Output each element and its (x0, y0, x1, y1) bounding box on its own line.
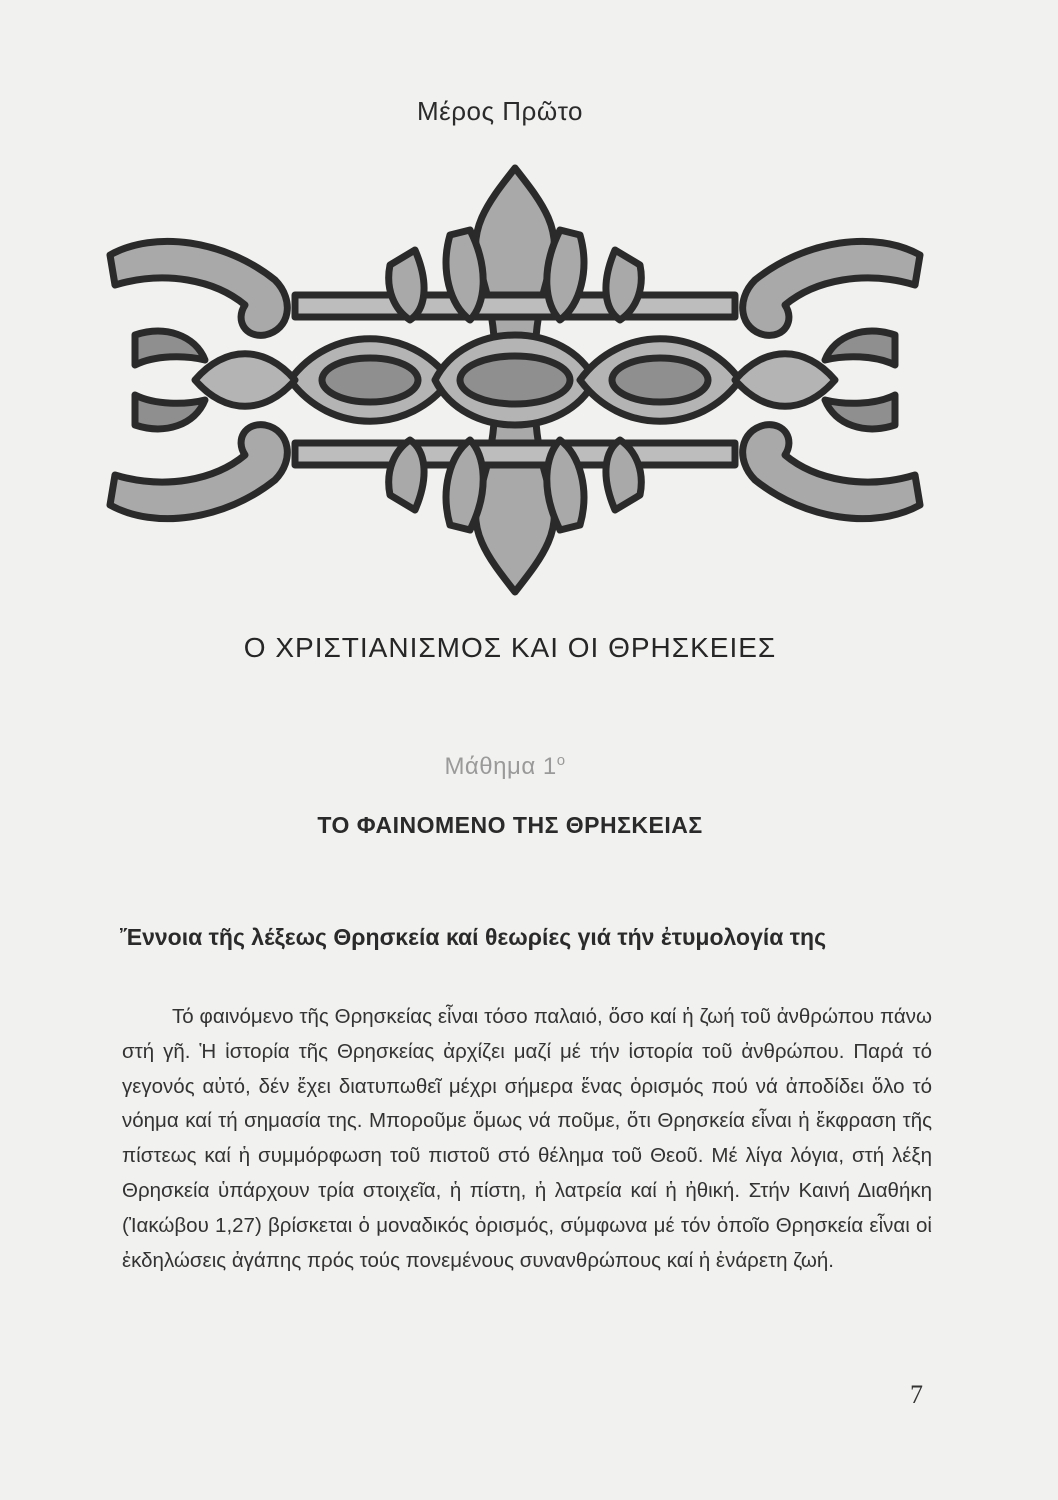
lesson-ordinal: ο (556, 752, 566, 769)
section-title: ΤΟ ΦΑΙΝΟΜΕΝΟ ΤΗΣ ΘΡΗΣΚΕΙΑΣ (317, 812, 703, 838)
part-title: Μέρος Πρῶτο (417, 96, 583, 126)
subheading: Ἔννοια τῆς λέξεως Θρησκεία καί θεωρίες γιά τήν ἐτυμολογία της (120, 924, 827, 950)
byzantine-ornament-icon (95, 160, 935, 600)
page-number: 7 (910, 1380, 923, 1409)
body-paragraph: Τό φαινόμενο τῆς Θρησκείας εἶναι τόσο παλαιό, ὅσο καί ἡ ζωή τοῦ ἀνθρώπου πάνω στή γῆ. Ἡ ἱστορία τῆς Θρησκείας ἀρχίζει μαζί μέ τήν ἱστορία τοῦ ἀνθρώπου. Παρά τό γεγονός αὐτό, δέν ἔχει διατυπωθεῖ μέχρι σήμερα ἕνας ὁρισμός πού νά ἀποδίδει ὅλο τό νόημα καί τή σημασία της. Μποροῦμε ὅμως νά ποῦμε, ὅτι Θρησκεία εἶναι ἡ ἔκφραση τῆς πίστεως καί ἡ συμμόρφωση τοῦ πιστοῦ στό θέλημα τοῦ Θεοῦ. Μέ λίγα λόγια, στή λέξη Θρησκεία ὑπάρχουν τρία στοιχεῖα, ἡ πίστη, ἡ λατρεία καί ἡ ἠθική. Στήν Καινή Διαθήκη (Ἰακώβου 1,27) βρίσκεται ὁ μοναδικός ὁρισμός, σύμφωνα μέ τόν ὁποῖο Θρησκεία εἶναι οἱ ἐκδηλώσεις ἀγάπης πρός τούς πονεμένους συνανθρώπους καί ἡ ἐνάρετη ζωή. (122, 1005, 932, 1272)
main-title: Ο ΧΡΙΣΤΙΑΝΙΣΜΟΣ ΚΑΙ ΟΙ ΘΡΗΣΚΕΙΕΣ (243, 632, 777, 663)
lesson-label: Μάθημα 1 (444, 753, 557, 780)
lesson-heading (0, 752, 1010, 781)
